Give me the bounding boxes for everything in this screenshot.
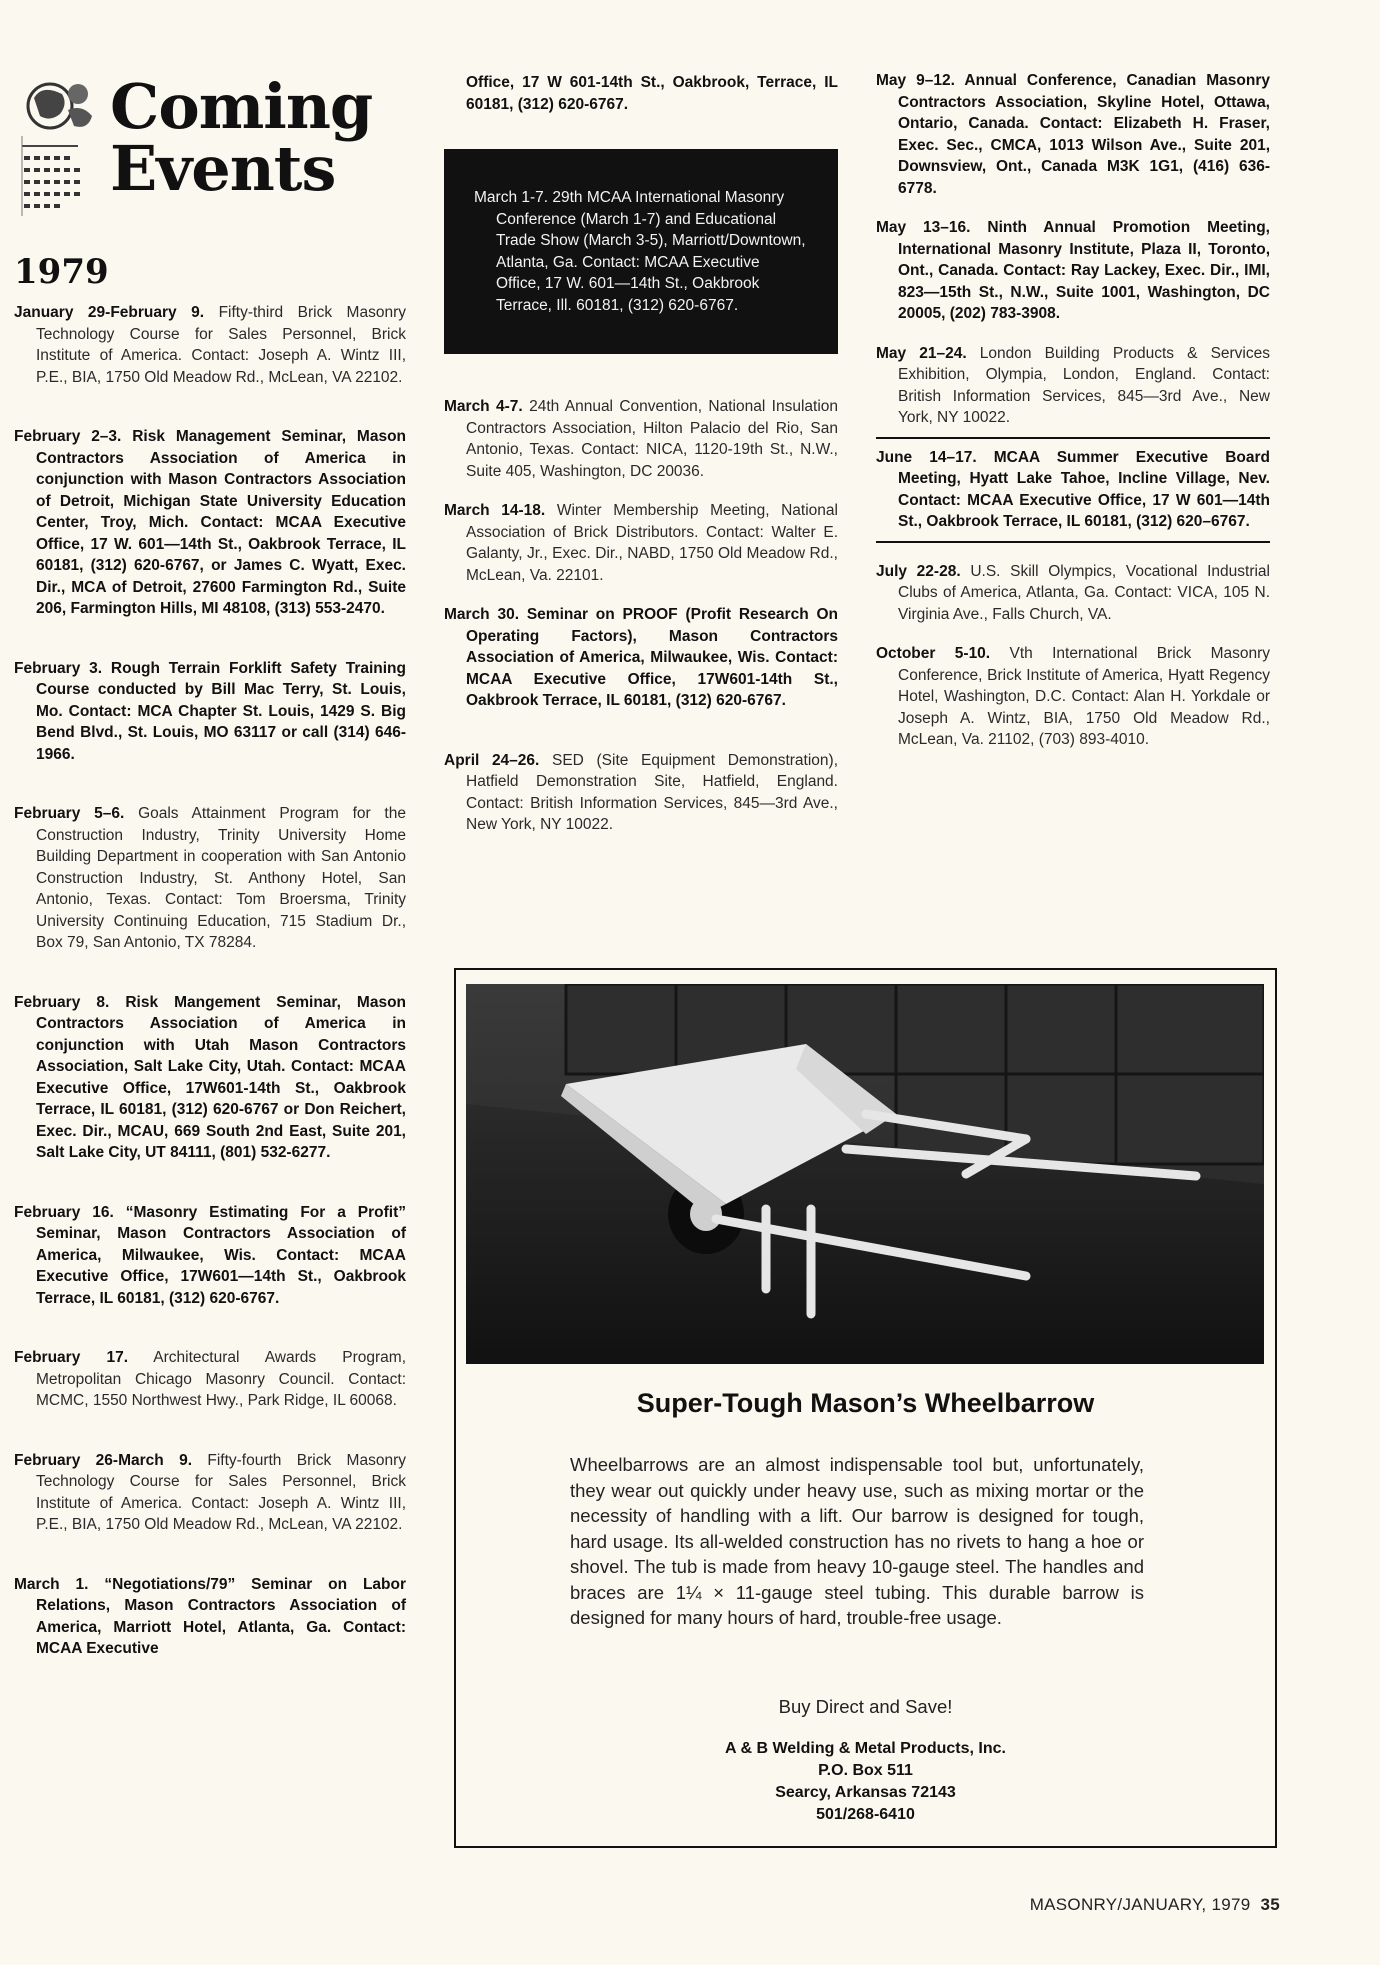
title-line-1: Coming bbox=[110, 70, 373, 143]
event-item bbox=[876, 643, 1270, 751]
event-date: February 16. bbox=[14, 1203, 114, 1221]
event-text: “Masonry Estimating For a Profit” Seminar, Mason Contractors Association of America, Milwaukee, Wis. Contact: MCAA Executive Office, 17W601—14th St., Oakbrook Terrace, IL 60181, (312) 620-6767. bbox=[36, 1203, 406, 1307]
event-date: March 4-7. bbox=[444, 398, 523, 415]
ad-vendor-address bbox=[456, 1738, 1275, 1826]
vendor-phone: 501/268-6410 bbox=[816, 1806, 915, 1823]
event-date: February 3. bbox=[14, 659, 103, 677]
vendor-name: A & B Welding & Metal Products, Inc. bbox=[725, 1740, 1006, 1757]
event-text: SED (Site Equipment Demonstration), Hatfield Demonstration Site, Hatfield, England. Contact: British Information Services, 845—3rd Ave., New York, NY 10022. bbox=[466, 751, 839, 833]
event-text: 24th Annual Convention, National Insulation Contractors Association, Hilton Palacio del Rio, San Antonio, Texas. Contact: NICA, 1120-19th St., N.W., Suite 405, Washington, DC 20036. bbox=[466, 398, 838, 480]
calendar-icon bbox=[18, 76, 104, 226]
event-text: Architectural Awards Program, Metropolitan Chicago Masonry Council. Contact: MCMC, 1550 Northwest Hwy., Park Ridge, IL 60068. bbox=[36, 1349, 406, 1409]
event-text: U.S. Skill Olympics, Vocational Industrial Clubs of America, Atlanta, Ga. Contact: VICA, 105 N. Virginia Ave., Falls Church, VA. bbox=[898, 562, 1270, 623]
event-date: April 24–26. bbox=[444, 751, 540, 769]
page-title bbox=[110, 70, 373, 205]
event-item bbox=[14, 426, 406, 620]
divider bbox=[876, 437, 1270, 439]
event-text: Risk Management Seminar, Mason Contractors Association of America in conjunction with Mason Contractors Association of Detroit, Michigan State University Education Center, Troy, Mich. Contact: MCAA Executive Office, 17 W. 601—14th St., Oakbrook Terrace, IL 60181, (312) 620-6767, or James C. Wyatt, Exec. Dir., MCA of Detroit, 27600 Farmington Rd., Suite 206, Farmington Hills, MI 48108, (313) 553-2470. bbox=[36, 428, 407, 617]
wheelbarrow-ad bbox=[454, 968, 1277, 1848]
event-continuation: Office, 17 W 601-14th St., Oakbrook, Terrace, IL 60181, (312) 620-6767. bbox=[466, 74, 838, 113]
wheelbarrow-photo bbox=[466, 984, 1264, 1364]
event-text: Goals Attainment Program for the Construction Industry, Trinity University Home Building Department in cooperation with San Antonio Construction Industry, St. Anthony Hotel, San Antonio, Texas. Contact: Tom Broersma, Trinity University Continuing Education, 715 Stadium Dr., Box 79, San Antonio, TX 78284. bbox=[36, 805, 406, 951]
event-date: March 1. bbox=[14, 1575, 89, 1593]
column-1 bbox=[14, 70, 406, 1678]
event-text: Annual Conference, Canadian Masonry Contractors Association, Skyline Hotel, Ottawa, Ontario, Canada. Contact: Elizabeth H. Fraser, Exec. Sec., CMCA, 1013 Wilson Ave., Suite 201, Downsview, Ont., Canada M3K 1G1, (416) 636-6778. bbox=[898, 72, 1271, 197]
event-item bbox=[876, 217, 1270, 325]
event-item bbox=[14, 1347, 406, 1412]
event-item bbox=[14, 302, 406, 388]
event-item bbox=[876, 447, 1270, 533]
event-date: March 14-18. bbox=[444, 502, 546, 519]
event-date: June 14–17. bbox=[876, 448, 977, 466]
event-item bbox=[876, 561, 1270, 626]
event-date: October 5-10. bbox=[876, 645, 991, 662]
vendor-city: Searcy, Arkansas 72143 bbox=[775, 1784, 956, 1801]
event-text: Ninth Annual Promotion Meeting, International Masonry Institute, Plaza II, Toronto, Ont., Canada. Contact: Ray Lackey, Exec. Dir., IMI, 823—15th St., N.W., Suite 1001, Washington, DC 20005, (202) 783-3908. bbox=[898, 219, 1270, 322]
event-text: London Building Products & Services Exhibition, Olympia, London, England. Contact: British Information Services, 845—3rd Ave., New York, NY 10022. bbox=[898, 344, 1270, 426]
event-item bbox=[444, 750, 838, 836]
section-header bbox=[14, 70, 406, 240]
divider bbox=[876, 541, 1270, 543]
column-3 bbox=[876, 70, 1270, 769]
event-date: July 22-28. bbox=[876, 562, 961, 580]
event-date: January 29-February 9. bbox=[14, 304, 205, 321]
event-date: February 2–3. bbox=[14, 428, 122, 445]
event-item bbox=[444, 604, 838, 712]
event-text: Rough Terrain Forklift Safety Training Course conducted by Bill Mac Terry, St. Louis, Mo. Contact: MCA Chapter St. Louis, 1429 S. Big Bend Blvd., St. Louis, MO 63117 or call (314) 646-1966. bbox=[36, 659, 406, 763]
event-item bbox=[14, 1450, 406, 1536]
event-date: May 21–24. bbox=[876, 344, 967, 362]
event-item bbox=[14, 803, 406, 954]
event-text: Winter Membership Meeting, National Association of Brick Distributors. Contact: Walter E. Galanty, Jr., Exec. Dir., NABD, 1750 Old Meadow Rd., McLean, Va. 22101. bbox=[466, 502, 838, 584]
event-item bbox=[14, 1202, 406, 1310]
ad-cta: Buy Direct and Save! bbox=[778, 1696, 953, 1717]
event-item bbox=[876, 343, 1270, 429]
event-item bbox=[14, 658, 406, 766]
year-heading: 1979 bbox=[14, 252, 109, 292]
page-number: 35 bbox=[1260, 1895, 1280, 1914]
ad-body: Wheelbarrows are an almost indispensable tool but, unfortunately, they wear out quickly under heavy use, such as mixing mortar or the necessity of handling with a lift. Our barrow is designed for tough, hard usage. Its all-welded construction has no rivets to hang a hoe or shovel. The tub is made from heavy 10-gauge steel. The handles and braces are 1¼ × 11-gauge steel tubing. This durable barrow is designed for many hours of hard, trouble-free usage. bbox=[570, 1454, 1144, 1628]
event-text: “Negotiations/79” Seminar on Labor Relations, Mason Contractors Association of America, Marriott Hotel, Atlanta, Ga. Contact: MCAA Executive bbox=[36, 1575, 406, 1657]
event-text: Fifty-fourth Brick Masonry Technology Course for Sales Personnel, Brick Institute of America. Contact: Joseph A. Wintz III, P.E., BIA, 1750 Old Meadow Rd., McLean, VA 22102. bbox=[36, 1451, 406, 1533]
event-date: February 17. bbox=[14, 1349, 129, 1366]
ad-title: Super-Tough Mason’s Wheelbarrow bbox=[636, 1388, 1095, 1418]
event-date: March 30. bbox=[444, 606, 520, 623]
page-footer bbox=[1030, 1895, 1280, 1915]
event-item bbox=[14, 1574, 406, 1660]
featured-event-box bbox=[444, 149, 838, 354]
event-date: February 5–6. bbox=[14, 805, 125, 822]
column-2 bbox=[444, 72, 838, 854]
event-text: Seminar on PROOF (Profit Research On Operating Factors), Mason Contractors Association of America, Milwaukee, Wis. Contact: MCAA Executive Office, 17W601-14th St., Oakbrook Terrace, IL 60181, (312) 620-6767. bbox=[466, 606, 839, 709]
event-item bbox=[14, 992, 406, 1164]
event-text: Vth International Brick Masonry Conference, Brick Institute of America, Hyatt Regency Hotel, Washington, D.C. Contact: Alan H. Yorkdale or Joseph A. Wintz, BIA, 1750 Old Meadow Rd., McLean, Va. 21102, (703) 893-4010. bbox=[898, 645, 1271, 748]
publication-line: MASONRY/JANUARY, 1979 bbox=[1029, 1895, 1251, 1914]
featured-event-text: March 1-7. 29th MCAA International Masonry Conference (March 1-7) and Educational Trade Show (March 3-5), Marriott/Downtown, Atlanta, Ga. Contact: MCAA Executive Office, 17 W. 601—14th St., Oakbrook Terrace, Ill. 60181, (312) 620-6767. bbox=[474, 189, 806, 314]
event-date: February 26-March 9. bbox=[14, 1451, 192, 1469]
event-date: May 9–12. bbox=[876, 72, 955, 89]
event-item bbox=[444, 396, 838, 482]
event-text: Risk Mangement Seminar, Mason Contractors Association of America in conjunction with Utah Mason Contractors Association, Salt Lake City, Utah. Contact: MCAA Executive Office, 17W601-14th St., Oakbrook Terrace, IL 60181, (312) 620-6767 or Don Reichert, Exec. Dir., MCAU, 669 South 2nd East, Suite 201, Salt Lake City, UT 84111, (801) 532-6277. bbox=[36, 993, 407, 1161]
event-date: February 8. bbox=[14, 993, 110, 1011]
event-text: MCAA Summer Executive Board Meeting, Hyatt Lake Tahoe, Incline Village, Nev. Contact: MCAA Executive Office, 17 W 601—14th St., Oakbrook Terrace, IL 60181, (312) 620–6767. bbox=[898, 448, 1270, 530]
event-item bbox=[876, 70, 1270, 199]
vendor-po-box: P.O. Box 511 bbox=[818, 1762, 913, 1779]
title-line-2: Events bbox=[110, 132, 336, 205]
event-text: Fifty-third Brick Masonry Technology Course for Sales Personnel, Brick Institute of America. Contact: Joseph A. Wintz III, P.E., BIA, 1750 Old Meadow Rd., McLean, VA 22102. bbox=[36, 304, 406, 386]
event-item bbox=[444, 500, 838, 586]
event-date: May 13–16. bbox=[876, 219, 971, 236]
